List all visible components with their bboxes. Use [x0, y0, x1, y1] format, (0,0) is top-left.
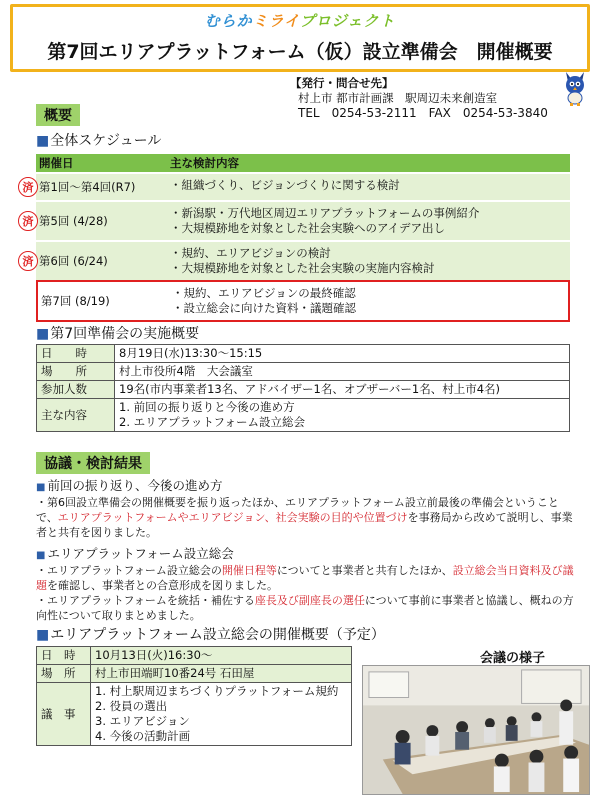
- table-row: [37, 683, 352, 746]
- contact-heading: 【発行・問合せ先】: [290, 76, 394, 90]
- overview-label: 概要: [36, 104, 80, 126]
- table-row: [37, 665, 352, 683]
- contact-phone: TEL 0254-53-2111 FAX 0254-53-3840: [298, 106, 548, 120]
- contact-info: [290, 76, 548, 121]
- row-value: 10月13日(火)16:30～: [91, 647, 352, 665]
- row-value: 村上市田端町10番24号 石田屋: [91, 665, 352, 683]
- photo-caption: 会議の様子: [480, 651, 546, 666]
- schedule-row: [22, 172, 570, 200]
- schedule-topics: ・ 規約、エリアビジョンの検討 ・ 大規模跡地を対象とした社会実験の実施内容検討: [166, 242, 570, 280]
- table-row: [37, 345, 570, 363]
- schedule-header-row: [36, 154, 570, 172]
- result-item2-title: ■ エリアプラットフォーム設立総会: [36, 546, 234, 561]
- row-key: 日 時: [37, 345, 115, 363]
- table-row: [37, 647, 352, 665]
- schedule-table: [22, 154, 570, 322]
- row-key: 議 事: [37, 683, 91, 746]
- project-logo: むらかミライプロジェクト: [204, 12, 396, 30]
- row-value: 1. 村上駅周辺まちづくりプラットフォーム規約 2. 役員の選出 3. エリアビジョン 4. 今後の活動計画: [91, 683, 352, 746]
- schedule-row-current: [36, 280, 570, 322]
- schedule-row: [22, 240, 570, 280]
- done-stamp: 済: [18, 211, 38, 231]
- row-key: 主な内容: [37, 399, 115, 432]
- schedule-topics: ・ 新潟駅・万代地区周辺エリアプラットフォームの事例紹介 ・ 大規模跡地を対象とした社会実験へのアイデア出し: [166, 202, 570, 240]
- row-key: 場 所: [37, 363, 115, 381]
- contact-dept: 村上市 都市計画課 駅周辺未来創造室: [298, 91, 498, 105]
- general-meeting-heading: ■エリアプラットフォーム設立総会の開催概要（予定）: [36, 627, 385, 643]
- table-row: [37, 399, 570, 432]
- schedule-topics: ・ 規約、エリアビジョンの最終確認 ・ 設立総会に向けた資料・議題確認: [168, 282, 568, 320]
- page-title: 第7回エリアプラットフォーム（仮）設立準備会 開催概要: [47, 41, 553, 63]
- table-row: [37, 363, 570, 381]
- result-item2-text: ・エリアプラットフォーム設立総会の開催日程等についてと事業者と共有したほか、設立総会当日資料及び議題を確認し、事業者との合意形成を図りました。 ・エリアプラットフォームを統括・補佐する座長及び副座長の選任について事前に事業者と協議し、概ねの方向性について取りまとめました。: [36, 564, 574, 622]
- meeting7-heading: ■第7回準備会の実施概要: [36, 326, 200, 342]
- schedule-row: [22, 200, 570, 240]
- schedule-date: 第5回 (4/28): [39, 214, 108, 228]
- result-item1-text: ・第6回設立準備会の開催概要を振り返ったほか、エリアプラットフォーム設立前最後の準備会ということで、エリアプラットフォームやエリアビジョン、社会実験の目的や位置づけを事務局から改めて説明し、事業者と共有を図りました。: [36, 496, 573, 539]
- row-key: 参加人数: [37, 381, 115, 399]
- row-value: 村上市役所4階 大会議室: [115, 363, 570, 381]
- row-key: 場 所: [37, 665, 91, 683]
- schedule-date: 第6回 (6/24): [39, 254, 108, 268]
- col-topics-header: 主な検討内容: [170, 156, 239, 170]
- result-item1-title: ■ 前回の振り返り、今後の進め方: [36, 478, 223, 493]
- mascot-icon: [560, 70, 590, 106]
- row-key: 日 時: [37, 647, 91, 665]
- general-meeting-table: [36, 646, 352, 746]
- meeting7-table: [36, 344, 570, 432]
- schedule-date: 第7回 (8/19): [41, 294, 110, 308]
- row-value: 8月19日(水)13:30～15:15: [115, 345, 570, 363]
- table-row: [37, 381, 570, 399]
- done-stamp: 済: [18, 251, 38, 271]
- row-value: 19名(市内事業者13名、アドバイザー1名、オブザーバー1名、村上市4名): [115, 381, 570, 399]
- schedule-heading: ■全体スケジュール: [36, 133, 162, 149]
- schedule-date: 第1回～第4回(R7): [39, 180, 136, 194]
- meeting-photo: [362, 665, 590, 795]
- row-value: 1. 前回の振り返りと今後の進め方 2. エリアプラットフォーム設立総会: [115, 399, 570, 432]
- col-date-header: 開催日: [39, 156, 74, 170]
- header-banner: [10, 4, 590, 72]
- results-label: 協議・検討結果: [36, 452, 150, 474]
- schedule-topics: ・ 組織づくり、ビジョンづくりに関する検討: [166, 174, 570, 200]
- done-stamp: 済: [18, 177, 38, 197]
